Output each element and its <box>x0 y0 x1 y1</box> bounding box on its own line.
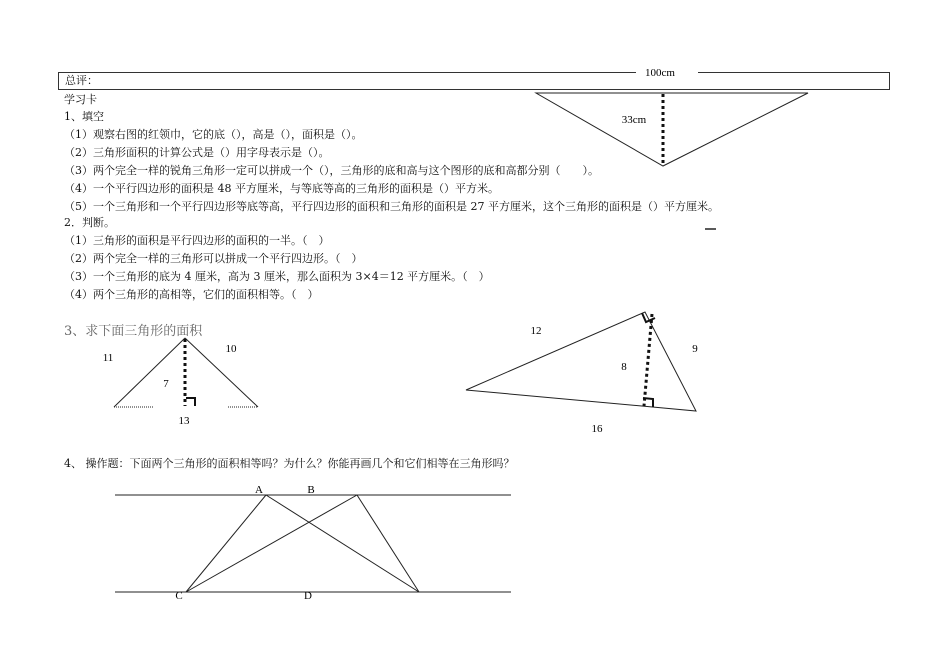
triangle1-right-angle <box>186 398 195 406</box>
section2-item-4: （4）两个三角形的高相等，它们的面积相等。（ ） <box>64 288 319 301</box>
scarf-triangle <box>536 93 808 166</box>
triangle2-height-line <box>644 314 652 406</box>
scarf-height-label: 33cm <box>621 114 647 126</box>
segment-a-d <box>266 495 419 592</box>
section2-item-1: （1）三角形的面积是平行四边形的面积的一半。（ ） <box>64 234 330 247</box>
section1-item-4: （4）一个平行四边形的面积是 48 平方厘米，与等底等高的三角形的面积是（）平方米。 <box>64 182 499 195</box>
section1-heading: 1、填空 <box>64 110 104 123</box>
triangle1-figure <box>103 338 258 427</box>
point-d-label: D <box>304 590 312 602</box>
section1-item-5: （5）一个三角形和一个平行四边形等底等高，平行四边形的面积和三角形的面积是 27 平方厘米，这个三角形的面积是（）平方厘米。 <box>64 200 719 213</box>
header-label: 总评： <box>65 74 98 87</box>
triangle1-left-side <box>114 338 185 407</box>
parallel-figure <box>115 484 511 602</box>
section1-item-3: （3）两个完全一样的锐角三角形一定可以拼成一个（），三角形的底和高与这个图形的底和高都分别（ ）。 <box>64 164 599 177</box>
triangle1-base-label: 13 <box>178 415 190 427</box>
triangle2-base-label: 16 <box>591 423 603 435</box>
triangle1-right-label: 10 <box>225 343 237 355</box>
segment-b-c <box>186 495 357 592</box>
section4-heading: 4、 操作题：下面两个三角形的面积相等吗？为什么？你能再画几个和它们相等在三角形吗？ <box>64 457 515 470</box>
scarf-figure <box>536 66 808 229</box>
triangle2-right-label: 9 <box>692 343 698 355</box>
section2-heading: 2．判断。 <box>64 216 115 229</box>
triangle1-left-label: 11 <box>102 352 114 364</box>
section3-heading: 3、求下面三角形的面积 <box>64 324 203 339</box>
scarf-base-label: 100cm <box>645 67 675 79</box>
section1-item-1: （1）观察右图的红领巾，它的底（），高是（），面积是（）。 <box>64 128 363 141</box>
section1-item-2: （2）三角形面积的计算公式是（）用字母表示是（）。 <box>64 146 330 159</box>
segment-a-c <box>186 495 266 592</box>
triangle2-figure <box>466 312 698 435</box>
point-a-label: A <box>255 484 263 496</box>
point-c-label: C <box>175 590 183 602</box>
triangle1-height-label: 7 <box>163 378 169 390</box>
triangle2-outline <box>466 312 696 411</box>
segment-b-d <box>357 495 419 592</box>
triangle1-right-side <box>185 338 258 407</box>
triangle2-height-label: 8 <box>621 361 627 373</box>
page-title: 学习卡 <box>64 93 97 106</box>
section2-item-2: （2）两个完全一样的三角形可以拼成一个平行四边形。（ ） <box>64 252 363 265</box>
triangle2-left-label: 12 <box>530 325 542 337</box>
section2-item-3: （3）一个三角形的底为 4 厘米，高为 3 厘米，那么面积为 3×4＝12 平方厘米。（ ） <box>64 270 490 283</box>
point-b-label: B <box>307 484 315 496</box>
